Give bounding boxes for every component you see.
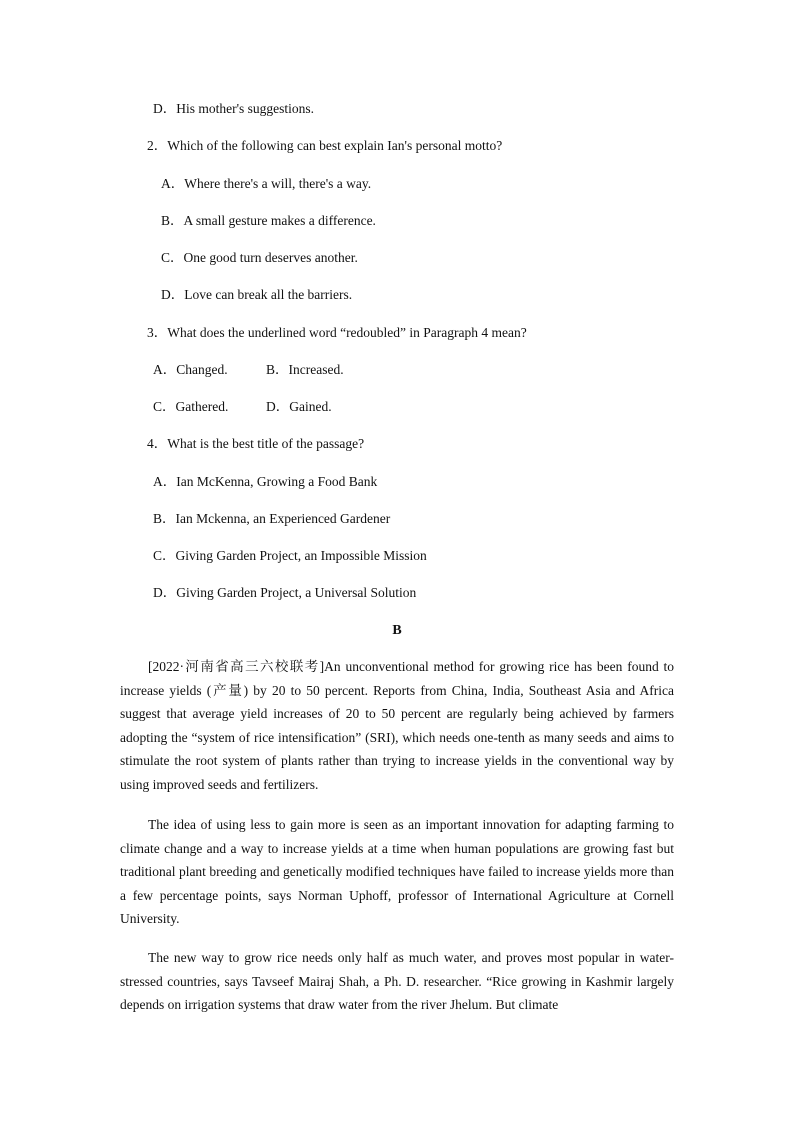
q4-option-a: A．Ian McKenna, Growing a Food Bank	[153, 474, 378, 489]
q3-option-a: A．Changed.	[153, 362, 228, 377]
q4-stem: 4．What is the best title of the passage?	[147, 436, 365, 451]
passage-paragraph-2: The idea of using less to gain more is seen as an important innovation for adapting farming to climate change and a way to increase yields at a time when human populations are growing fast but traditional plant breeding and genetically modified techniques have failed to increase yields more than a few percentage points, says Norman Uphoff, professor of International Agriculture at Cornell University.	[120, 817, 674, 927]
passage-paragraph-1: [2022·河南省高三六校联考]An unconventional method for growing rice has been found to increase yields (产量) by 20 to 50 percent. Reports from China, India, Southeast Asia and Africa suggest that average yield increases of 20 to 50 percent are regularly being achieved by farmers adopting the “system of rice intensification” (SRI), which needs one-tenth as many seeds and aims to stimulate the root system of plants rather than trying to increase yields in the conventional way by using improved seeds and fertilizers.	[120, 659, 674, 792]
q3-option-d: D．Gained.	[266, 399, 332, 414]
q2-option-d: D．Love can break all the barriers.	[161, 287, 353, 302]
q2-option-a: A．Where there's a will, there's a way.	[161, 176, 372, 191]
q2-option-c: C．One good turn deserves another.	[161, 250, 358, 265]
q4-option-c: C．Giving Garden Project, an Impossible Mission	[153, 548, 427, 563]
q3-option-b: B．Increased.	[266, 362, 344, 377]
q2-stem: 2．Which of the following can best explain Ian's personal motto?	[147, 138, 503, 153]
q4-option-b: B．Ian Mckenna, an Experienced Gardener	[153, 511, 391, 526]
section-b-heading: B	[392, 623, 402, 638]
q3-option-c: C．Gathered.	[153, 399, 229, 414]
q4-option-d: D．Giving Garden Project, a Universal Solution	[153, 585, 417, 600]
passage-paragraph-3: The new way to grow rice needs only half as much water, and proves most popular in water-stressed countries, says Tavseef Mairaj Shah, a Ph. D. researcher. “Rice growing in Kashmir largely depends on irrigation systems that draw water from the river Jhelum. But climate	[120, 950, 674, 1013]
q2-option-b: B．A small gesture makes a difference.	[161, 213, 376, 228]
q1-option-d: D．His mother's suggestions.	[153, 101, 315, 116]
q3-stem: 3．What does the underlined word “redoubled” in Paragraph 4 mean?	[147, 325, 527, 340]
